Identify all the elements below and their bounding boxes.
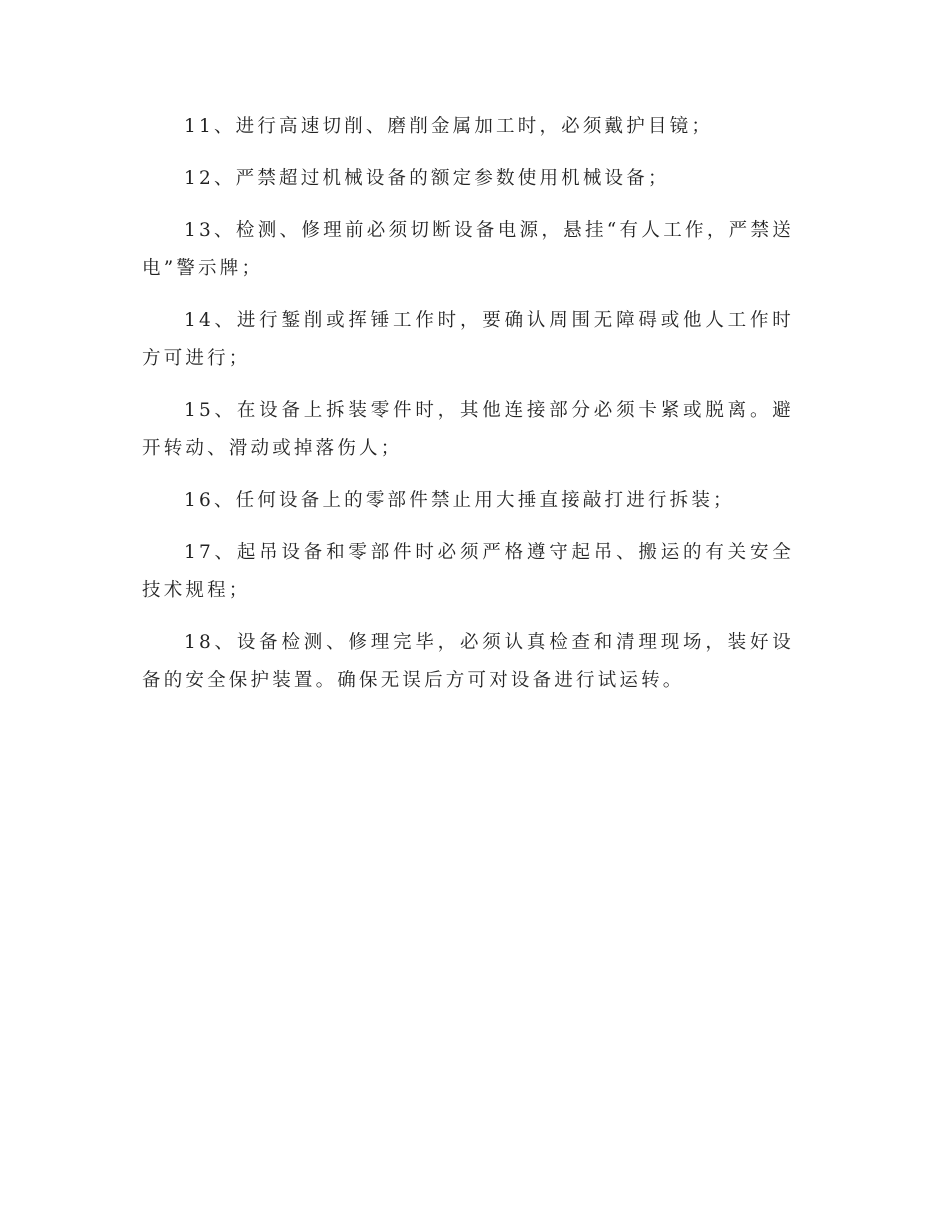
rule-paragraph-11: 11、进行高速切削、磨削金属加工时，必须戴护目镜； — [184, 116, 714, 137]
rule-paragraph-15: 15、在设备上拆装零件时，其他连接部分必须卡紧或脱离。避开转动、滑动或掉落伤人； — [142, 400, 794, 459]
rule-paragraph-12: 12、严禁超过机械设备的额定参数使用机械设备； — [184, 168, 670, 189]
rule-paragraph-14: 14、进行錾削或挥锤工作时，要确认周围无障碍或他人工作时方可进行； — [142, 310, 794, 369]
rule-paragraph-18: 18、设备检测、修理完毕，必须认真检查和清理现场，装好设备的安全保护装置。确保无误后方可对设备进行试运转。 — [142, 632, 794, 691]
rule-paragraph-16: 16、任何设备上的零部件禁止用大捶直接敲打进行拆装； — [184, 490, 735, 511]
document-body — [142, 108, 794, 714]
rule-paragraph-17: 17、起吊设备和零部件时必须严格遵守起吊、搬运的有关安全技术规程； — [142, 542, 794, 601]
rule-paragraph-13: 13、检测、修理前必须切断设备电源，悬挂“有人工作，严禁送电”警示牌； — [142, 220, 794, 279]
